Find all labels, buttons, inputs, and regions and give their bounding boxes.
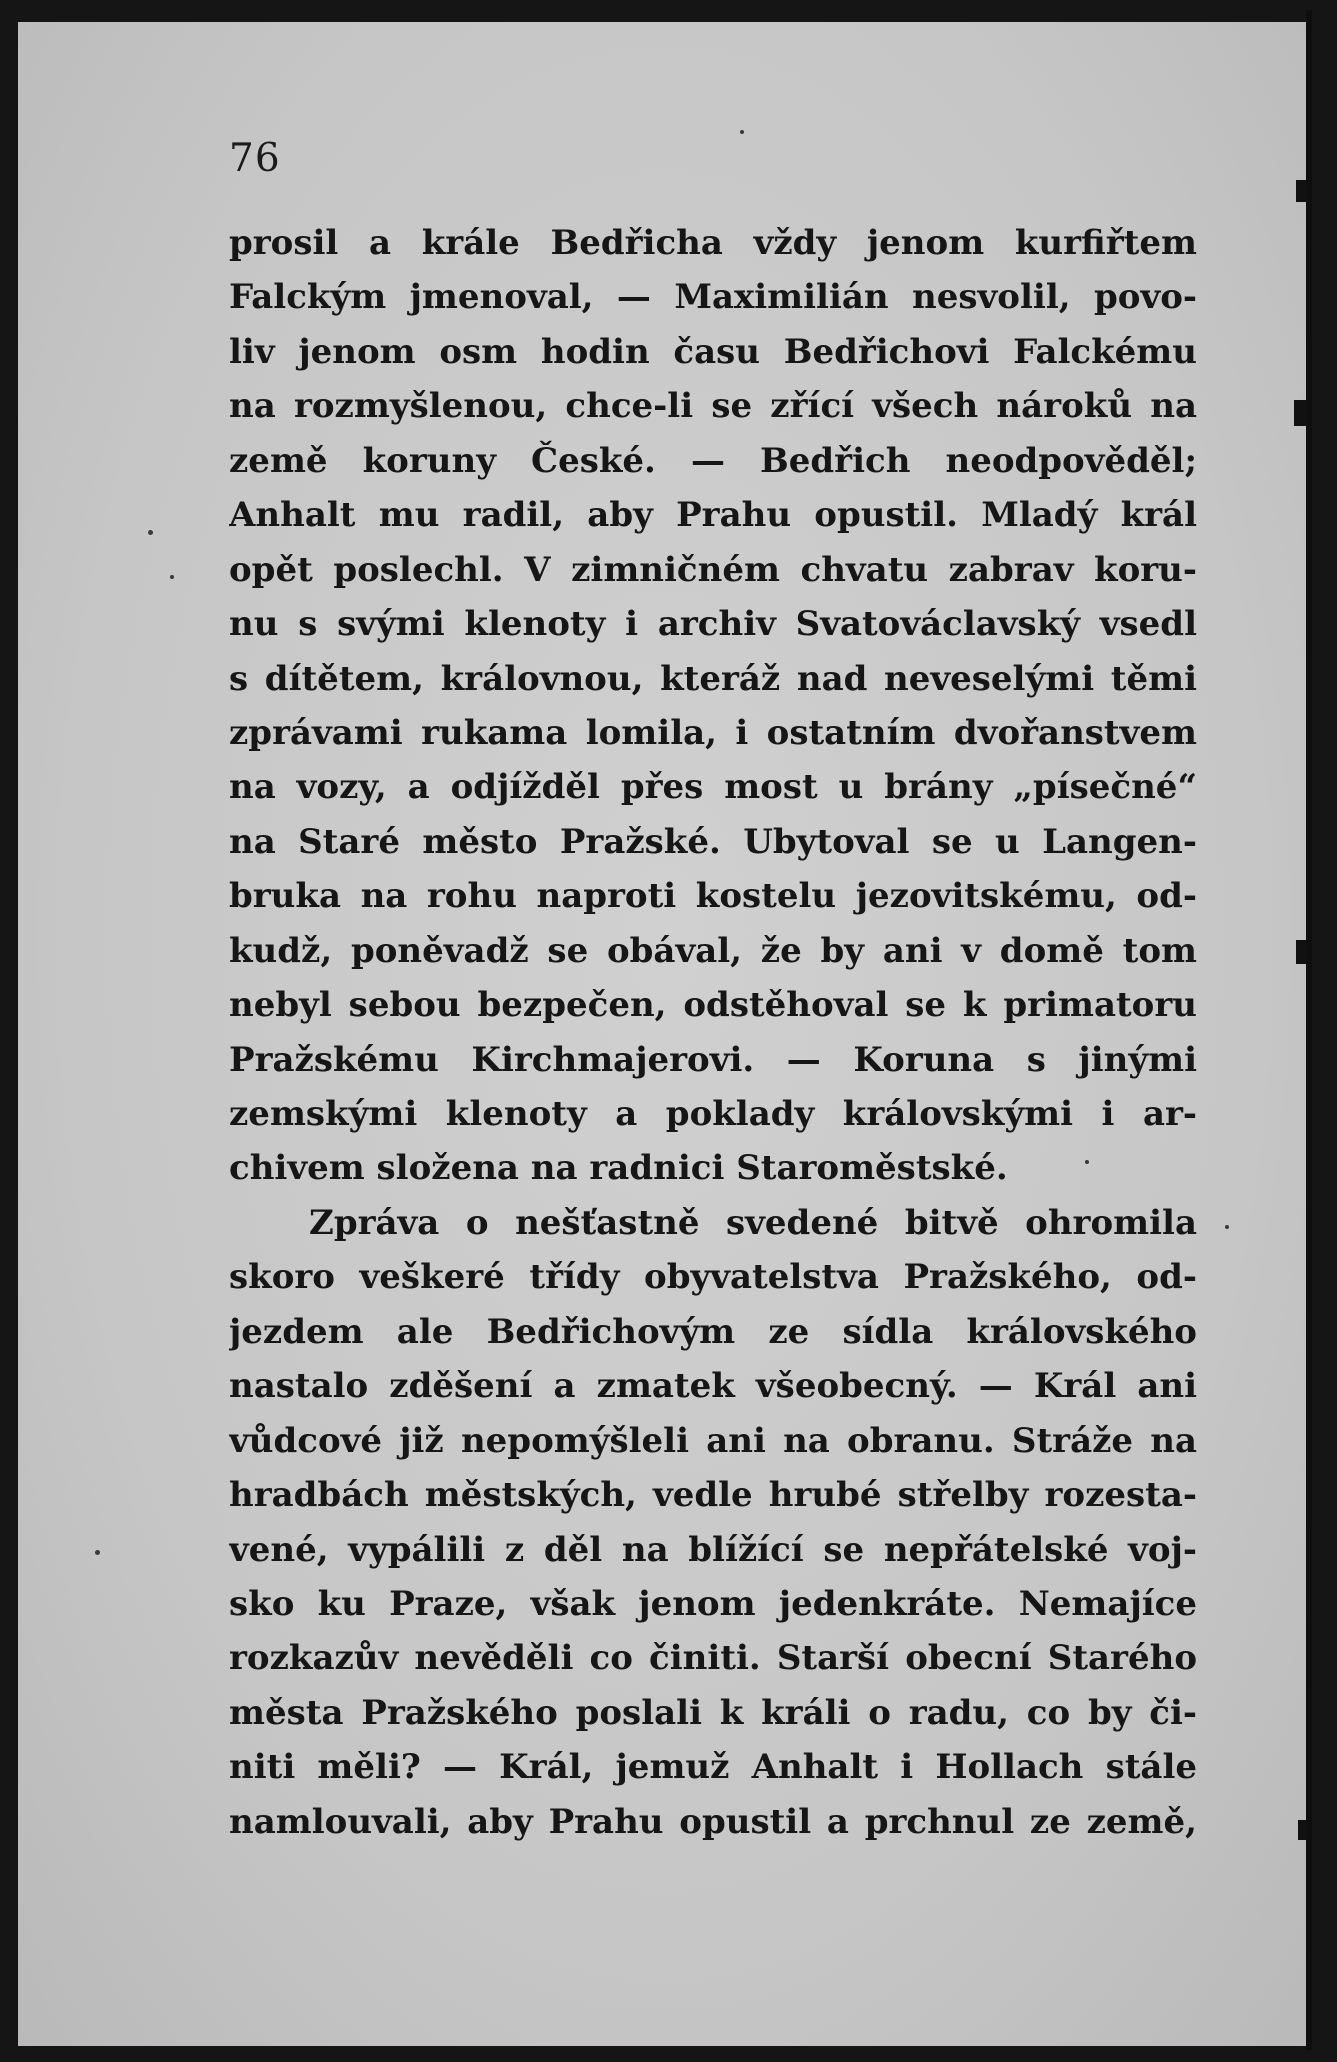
edge-mark <box>1294 400 1306 426</box>
text-line: hradbách městských, vedle hrubé střelby rozesta- <box>229 1475 1197 1516</box>
page-number: 76 <box>229 136 281 181</box>
text-line: liv jenom osm hodin času Bedřichovi Falckému <box>229 331 1197 372</box>
body-text <box>229 216 1197 1849</box>
text-line: jezdem ale Bedřichovým ze sídla královského <box>229 1311 1197 1352</box>
text-line: opět poslechl. V zimničném chvatu zabrav koru- <box>229 549 1197 590</box>
print-speck <box>1225 1225 1229 1229</box>
text-line: na rozmyšlenou, chce-li se zřící všech nároků na <box>229 386 1197 427</box>
text-line: sko ku Praze, však jenom jedenkráte. Nemajíce <box>229 1583 1197 1624</box>
text-line: zemskými klenoty a poklady královskými i ar- <box>229 1094 1197 1134</box>
text-line: na vozy, a odjížděl přes most u brány „písečné“ <box>229 767 1197 808</box>
text-line: zprávami rukama lomila, i ostatním dvořanstvem <box>229 712 1197 753</box>
text-line: Zpráva o nešťastně svedené bitvě ohromila <box>309 1202 1197 1243</box>
text-line: země koruny České. — Bedřich neodpověděl; <box>229 440 1197 481</box>
text-line: s dítětem, královnou, kteráž nad neveselými těmi <box>229 658 1197 699</box>
print-speck <box>170 575 174 579</box>
page-edge <box>1306 10 1312 2050</box>
text-line: rozkazův nevěděli co činiti. Starší obecní Starého <box>229 1638 1197 1679</box>
text-line: bruka na rohu naproti kostelu jezovitskému, od- <box>229 876 1197 917</box>
text-line: namlouvali, aby Prahu opustil a prchnul ze země, <box>229 1801 1197 1842</box>
print-speck <box>148 530 153 535</box>
text-line: niti měli? — Král, jemuž Anhalt i Hollach stále <box>229 1747 1197 1788</box>
text-line: skoro veškeré třídy obyvatelstva Pražského, od- <box>229 1257 1197 1298</box>
text-line: Pražskému Kirchmajerovi. — Koruna s jinými <box>229 1039 1197 1080</box>
print-speck <box>95 1550 100 1555</box>
text-line: na Staré město Pražské. Ubytoval se u Langen- <box>229 821 1197 862</box>
text-line: nastalo zděšení a zmatek všeobecný. — Král ani <box>229 1366 1197 1407</box>
text-line: Anhalt mu radil, aby Prahu opustil. Mladý král <box>229 495 1197 536</box>
print-speck <box>740 130 744 134</box>
edge-mark <box>1296 180 1306 202</box>
text-line: vůdcové již nepomýšleli ani na obranu. Stráže na <box>229 1420 1197 1461</box>
text-line: kudž, poněvadž se obával, že by ani v domě tom <box>229 930 1197 971</box>
edge-mark <box>1298 1820 1306 1840</box>
text-line: vené, vypálili z děl na blížící se nepřátelské voj- <box>229 1529 1197 1570</box>
text-line: Falckým jmenoval, — Maximilián nesvolil, povo- <box>229 277 1197 318</box>
text-line: nu s svými klenoty i archiv Svatováclavský vsedl <box>229 604 1197 645</box>
edge-mark <box>1296 940 1306 964</box>
text-line: prosil a krále Bedřicha vždy jenom kurfiřtem <box>229 223 1197 263</box>
text-line: chivem složena na radnici Staroměstské. <box>229 1148 1008 1189</box>
text-line: nebyl sebou bezpečen, odstěhoval se k primatoru <box>229 985 1197 1026</box>
text-line: města Pražského poslali k králi o radu, co by či- <box>229 1692 1197 1733</box>
